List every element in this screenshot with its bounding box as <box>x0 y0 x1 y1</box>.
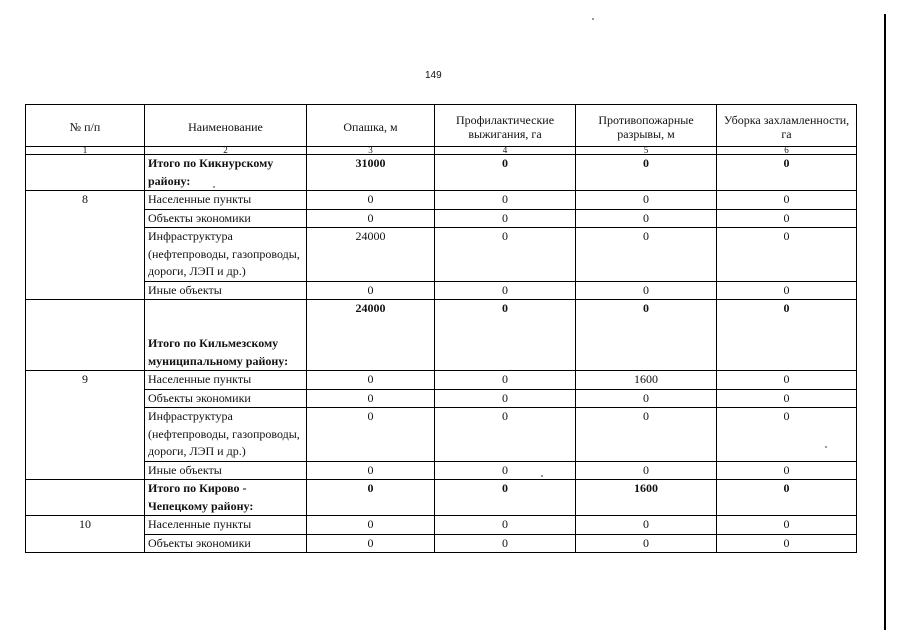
burning-value: 0 <box>435 209 576 228</box>
district-total-row <box>26 155 857 191</box>
plowing-value: 24000 <box>307 228 435 282</box>
row-name: Итого по Кильмезскому муниципальному району: <box>145 300 307 371</box>
debris-value: 0 <box>717 155 857 191</box>
row-name: Инфраструктура (нефтепроводы, газопроводы, дороги, ЛЭП и др.) <box>145 228 307 282</box>
debris-value: 0 <box>717 228 857 282</box>
row-number: 8 <box>26 191 145 300</box>
row-number: 9 <box>26 371 145 480</box>
plowing-value: 31000 <box>307 155 435 191</box>
burning-value: 0 <box>435 191 576 210</box>
burning-value: 0 <box>435 408 576 462</box>
burning-value: 0 <box>435 389 576 408</box>
header-firebreaks: Противопожарные разрывы, м <box>576 105 717 147</box>
debris-value: 0 <box>717 389 857 408</box>
row-name: Объекты экономики <box>145 389 307 408</box>
plowing-value: 0 <box>307 461 435 480</box>
column-number: 1 <box>26 147 145 155</box>
header-plowing: Опашка, м <box>307 105 435 147</box>
table-row <box>26 516 857 535</box>
plowing-value: 0 <box>307 281 435 300</box>
table-row <box>26 408 857 462</box>
firebreaks-value: 0 <box>576 300 717 371</box>
firebreaks-value: 1600 <box>576 371 717 390</box>
column-number: 2 <box>145 147 307 155</box>
debris-value: 0 <box>717 371 857 390</box>
column-number: 3 <box>307 147 435 155</box>
row-name: Населенные пункты <box>145 516 307 535</box>
scan-speck <box>592 18 594 20</box>
plowing-value: 24000 <box>307 300 435 371</box>
row-name: Объекты экономики <box>145 534 307 553</box>
firebreaks-value: 0 <box>576 408 717 462</box>
burning-value: 0 <box>435 155 576 191</box>
row-name: Иные объекты <box>145 461 307 480</box>
row-name: Населенные пункты <box>145 191 307 210</box>
debris-value: 0 <box>717 300 857 371</box>
column-number: 6 <box>717 147 857 155</box>
burning-value: 0 <box>435 228 576 282</box>
firebreaks-value: 0 <box>576 534 717 553</box>
column-number-row <box>26 147 857 155</box>
column-number: 5 <box>576 147 717 155</box>
plowing-value: 0 <box>307 389 435 408</box>
table-row <box>26 228 857 282</box>
firebreaks-value: 0 <box>576 281 717 300</box>
table-row <box>26 209 857 228</box>
row-name: Инфраструктура (нефтепроводы, газопроводы, дороги, ЛЭП и др.) <box>145 408 307 462</box>
table-row <box>26 534 857 553</box>
row-number <box>26 300 145 371</box>
page-number: 149 <box>425 70 442 81</box>
fire-prevention-table <box>25 104 857 553</box>
firebreaks-value: 0 <box>576 389 717 408</box>
row-name: Иные объекты <box>145 281 307 300</box>
firebreaks-value: 0 <box>576 461 717 480</box>
row-number <box>26 480 145 516</box>
firebreaks-value: 0 <box>576 228 717 282</box>
burning-value: 0 <box>435 371 576 390</box>
firebreaks-value: 0 <box>576 155 717 191</box>
debris-value: 0 <box>717 209 857 228</box>
burning-value: 0 <box>435 281 576 300</box>
plowing-value: 0 <box>307 534 435 553</box>
row-name: Населенные пункты <box>145 371 307 390</box>
header-number: № п/п <box>26 105 145 147</box>
column-number: 4 <box>435 147 576 155</box>
header-burning: Профилактические выжигания, га <box>435 105 576 147</box>
table-row <box>26 461 857 480</box>
row-name: Итого по Кикнурскому району: <box>145 155 307 191</box>
burning-value: 0 <box>435 516 576 535</box>
district-total-row <box>26 300 857 371</box>
row-number: 10 <box>26 516 145 553</box>
firebreaks-value: 0 <box>576 516 717 535</box>
header-debris-cleanup: Уборка захламленности, га <box>717 105 857 147</box>
debris-value: 0 <box>717 461 857 480</box>
burning-value: 0 <box>435 461 576 480</box>
plowing-value: 0 <box>307 516 435 535</box>
burning-value: 0 <box>435 480 576 516</box>
plowing-value: 0 <box>307 408 435 462</box>
debris-value: 0 <box>717 191 857 210</box>
header-name: Наименование <box>145 105 307 147</box>
burning-value: 0 <box>435 534 576 553</box>
debris-value: 0 <box>717 534 857 553</box>
table-row <box>26 191 857 210</box>
header-row <box>26 105 857 147</box>
row-name: Объекты экономики <box>145 209 307 228</box>
firebreaks-value: 0 <box>576 191 717 210</box>
debris-value: 0 <box>717 516 857 535</box>
table-row <box>26 389 857 408</box>
plowing-value: 0 <box>307 191 435 210</box>
page-edge-rule <box>884 14 886 630</box>
burning-value: 0 <box>435 300 576 371</box>
firebreaks-value: 0 <box>576 209 717 228</box>
row-name: Итого по Кирово - Чепецкому району: <box>145 480 307 516</box>
debris-value: 0 <box>717 480 857 516</box>
plowing-value: 0 <box>307 480 435 516</box>
plowing-value: 0 <box>307 371 435 390</box>
row-number <box>26 155 145 191</box>
debris-value: 0 <box>717 281 857 300</box>
table-row <box>26 281 857 300</box>
plowing-value: 0 <box>307 209 435 228</box>
firebreaks-value: 1600 <box>576 480 717 516</box>
debris-value: 0 <box>717 408 857 462</box>
district-total-row <box>26 480 857 516</box>
table-row <box>26 371 857 390</box>
